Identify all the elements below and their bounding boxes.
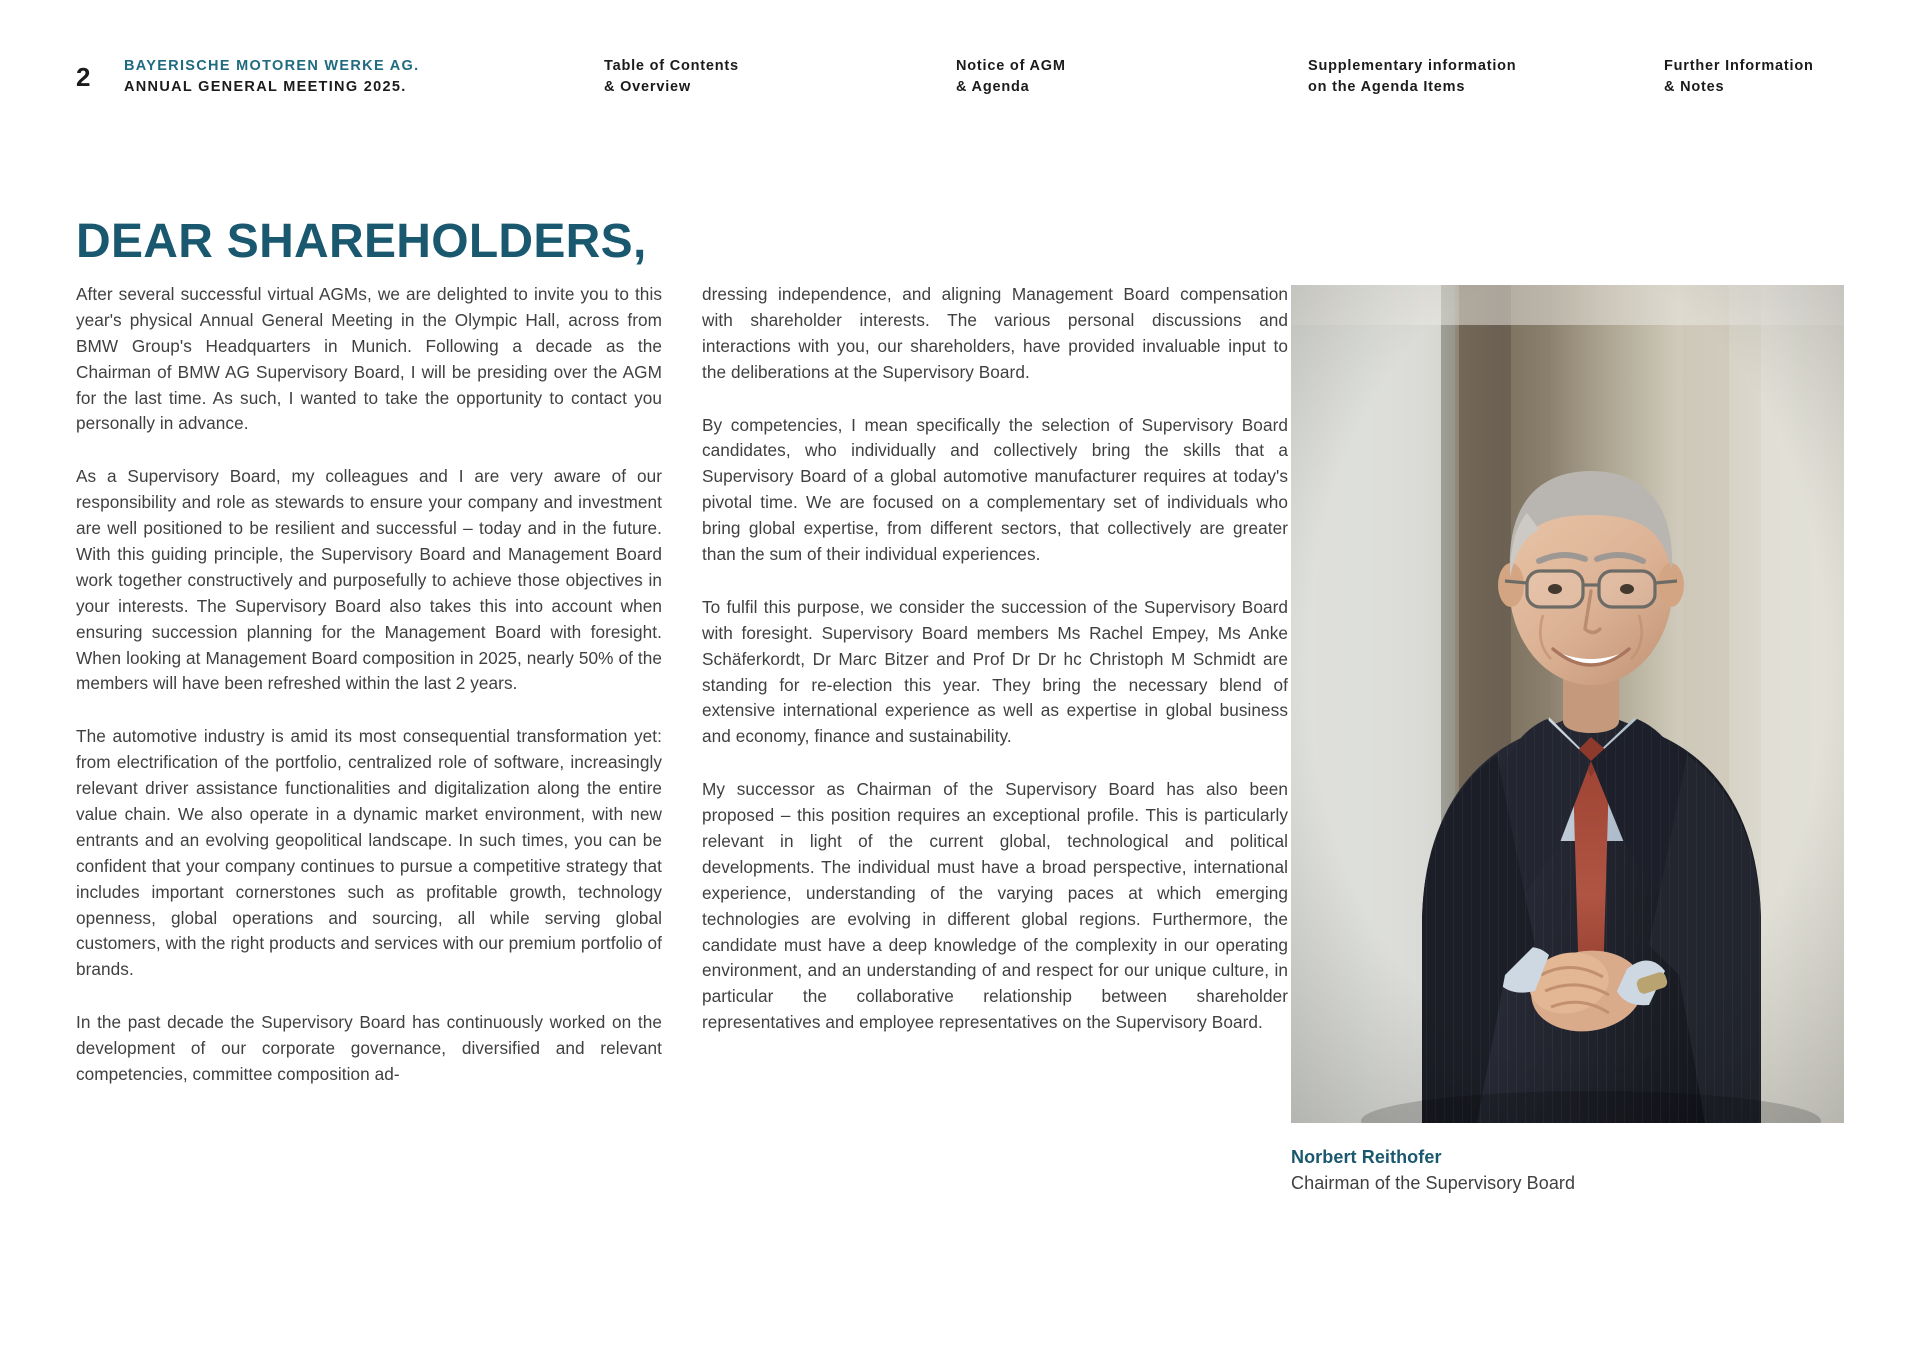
caption-person-name: Norbert Reithofer	[1291, 1147, 1442, 1167]
paragraph: The automotive industry is amid its most consequential transformation yet: from electrification of the portfolio, centralized role of software, increasingly relevant driver assistance functionalities and digitalization along the entire value chain. We also operate in a dynamic market environment, with new entrants and an evolving geopolitical landscape. In such times, you can be confident that your company continues to pursue a competitive strategy that includes important cornerstones such as profitable growth, technology openness, global operations and sourcing, all while serving global customers, with the right products and services with our premium portfolio of brands.	[76, 726, 662, 980]
nav-item-notice-of-agm[interactable]	[956, 56, 1308, 98]
body-columns	[76, 282, 1288, 1088]
nav-item-line2: & Notes	[1664, 79, 1725, 96]
brand-company-name: BAYERISCHE MOTOREN WERKE AG.	[124, 58, 420, 74]
paragraph: As a Supervisory Board, my colleagues and I are very aware of our responsibility and role as stewards to ensure your company and investment are well positioned to be resilient and successful – today and in the future. With this guiding principle, the Supervisory Board and Management Board work together constructively and purposefully to achieve those objectives in your interests. The Supervisory Board also takes this into account when ensuring succession planning for the Management Board with foresight. When looking at Management Board composition in 2025, nearly 50% of the members will have been refreshed within the last 2 years.	[76, 466, 662, 694]
nav-item-line1: Supplementary information	[1308, 58, 1517, 74]
portrait-photo	[1291, 285, 1844, 1123]
portrait-caption	[1291, 1145, 1844, 1196]
nav-item-further-information[interactable]	[1664, 56, 1814, 98]
paragraph: After several successful virtual AGMs, we are delighted to invite you to this year's physical Annual General Meeting in the Olympic Hall, across from BMW Group's Headquarters in Munich. Following a decade as the Chairman of BMW AG Supervisory Board, I will be presiding over the AGM for the last time. As such, I wanted to take the opportunity to contact you personally in advance.	[76, 284, 662, 434]
brand-meeting-name: ANNUAL GENERAL MEETING 2025.	[124, 78, 407, 95]
text-column-left	[76, 282, 662, 1088]
portrait-figure	[1291, 285, 1844, 1196]
nav-item-line1: Further Information	[1664, 58, 1814, 74]
paragraph: In the past decade the Supervisory Board has continuously worked on the development of our corporate governance, diversified and relevant competencies, committee composition ad-	[76, 1012, 662, 1085]
nav-item-line2: & Agenda	[956, 79, 1030, 96]
nav-item-supplementary-information[interactable]	[1308, 56, 1664, 98]
paragraph: By competencies, I mean specifically the selection of Supervisory Board candidates, who individually and collectively bring the skills that a Supervisory Board of a global automotive manufacturer requires at today's pivotal time. We are focused on a complementary set of individuals who bring global expertise, from different sectors, that collectively are greater than the sum of their individual experiences.	[702, 414, 1288, 565]
paragraph: dressing independence, and aligning Management Board compensation with shareholder interests. The various personal discussions and interactions with you, our shareholders, have provided invaluable input to the deliberations at the Supervisory Board.	[702, 284, 1288, 382]
text-column-right	[702, 282, 1288, 1088]
nav-item-line2: & Overview	[604, 79, 691, 96]
nav-item-line1: Notice of AGM	[956, 58, 1066, 74]
caption-person-role: Chairman of the Supervisory Board	[1291, 1172, 1576, 1193]
brand-title	[124, 56, 604, 97]
page-title: DEAR SHAREHOLDERS,	[76, 215, 647, 269]
nav-item-line1: Table of Contents	[604, 58, 739, 74]
nav-item-line2: on the Agenda Items	[1308, 79, 1466, 96]
page-header	[76, 56, 1880, 106]
section-navigation	[604, 56, 1880, 98]
paragraph: To fulfil this purpose, we consider the succession of the Supervisory Board with foresight. Supervisory Board members Ms Rachel Empey, Ms Anke Schäferkordt, Dr Marc Bitzer and Prof Dr Dr hc Christoph M Schmidt are standing for re-election this year. They bring the necessary blend of extensive international experience as well as expertise in global business and economy, finance and sustainability.	[702, 596, 1288, 747]
page-number: 2	[76, 62, 91, 92]
nav-item-table-of-contents[interactable]	[604, 56, 956, 98]
paragraph: My successor as Chairman of the Supervisory Board has also been proposed – this position requires an exceptional profile. This is particularly relevant in light of the current global, technological and political developments. The individual must have a broad perspective, international experience, understanding of the varying paces at which emerging technologies are evolving in different global regions. Furthermore, the candidate must have a deep knowledge of the complexity in our operating environment, and an understanding of and respect for our unique culture, in particular the collaborative relationship between shareholder representatives and employee representatives on the Supervisory Board.	[702, 779, 1288, 1033]
